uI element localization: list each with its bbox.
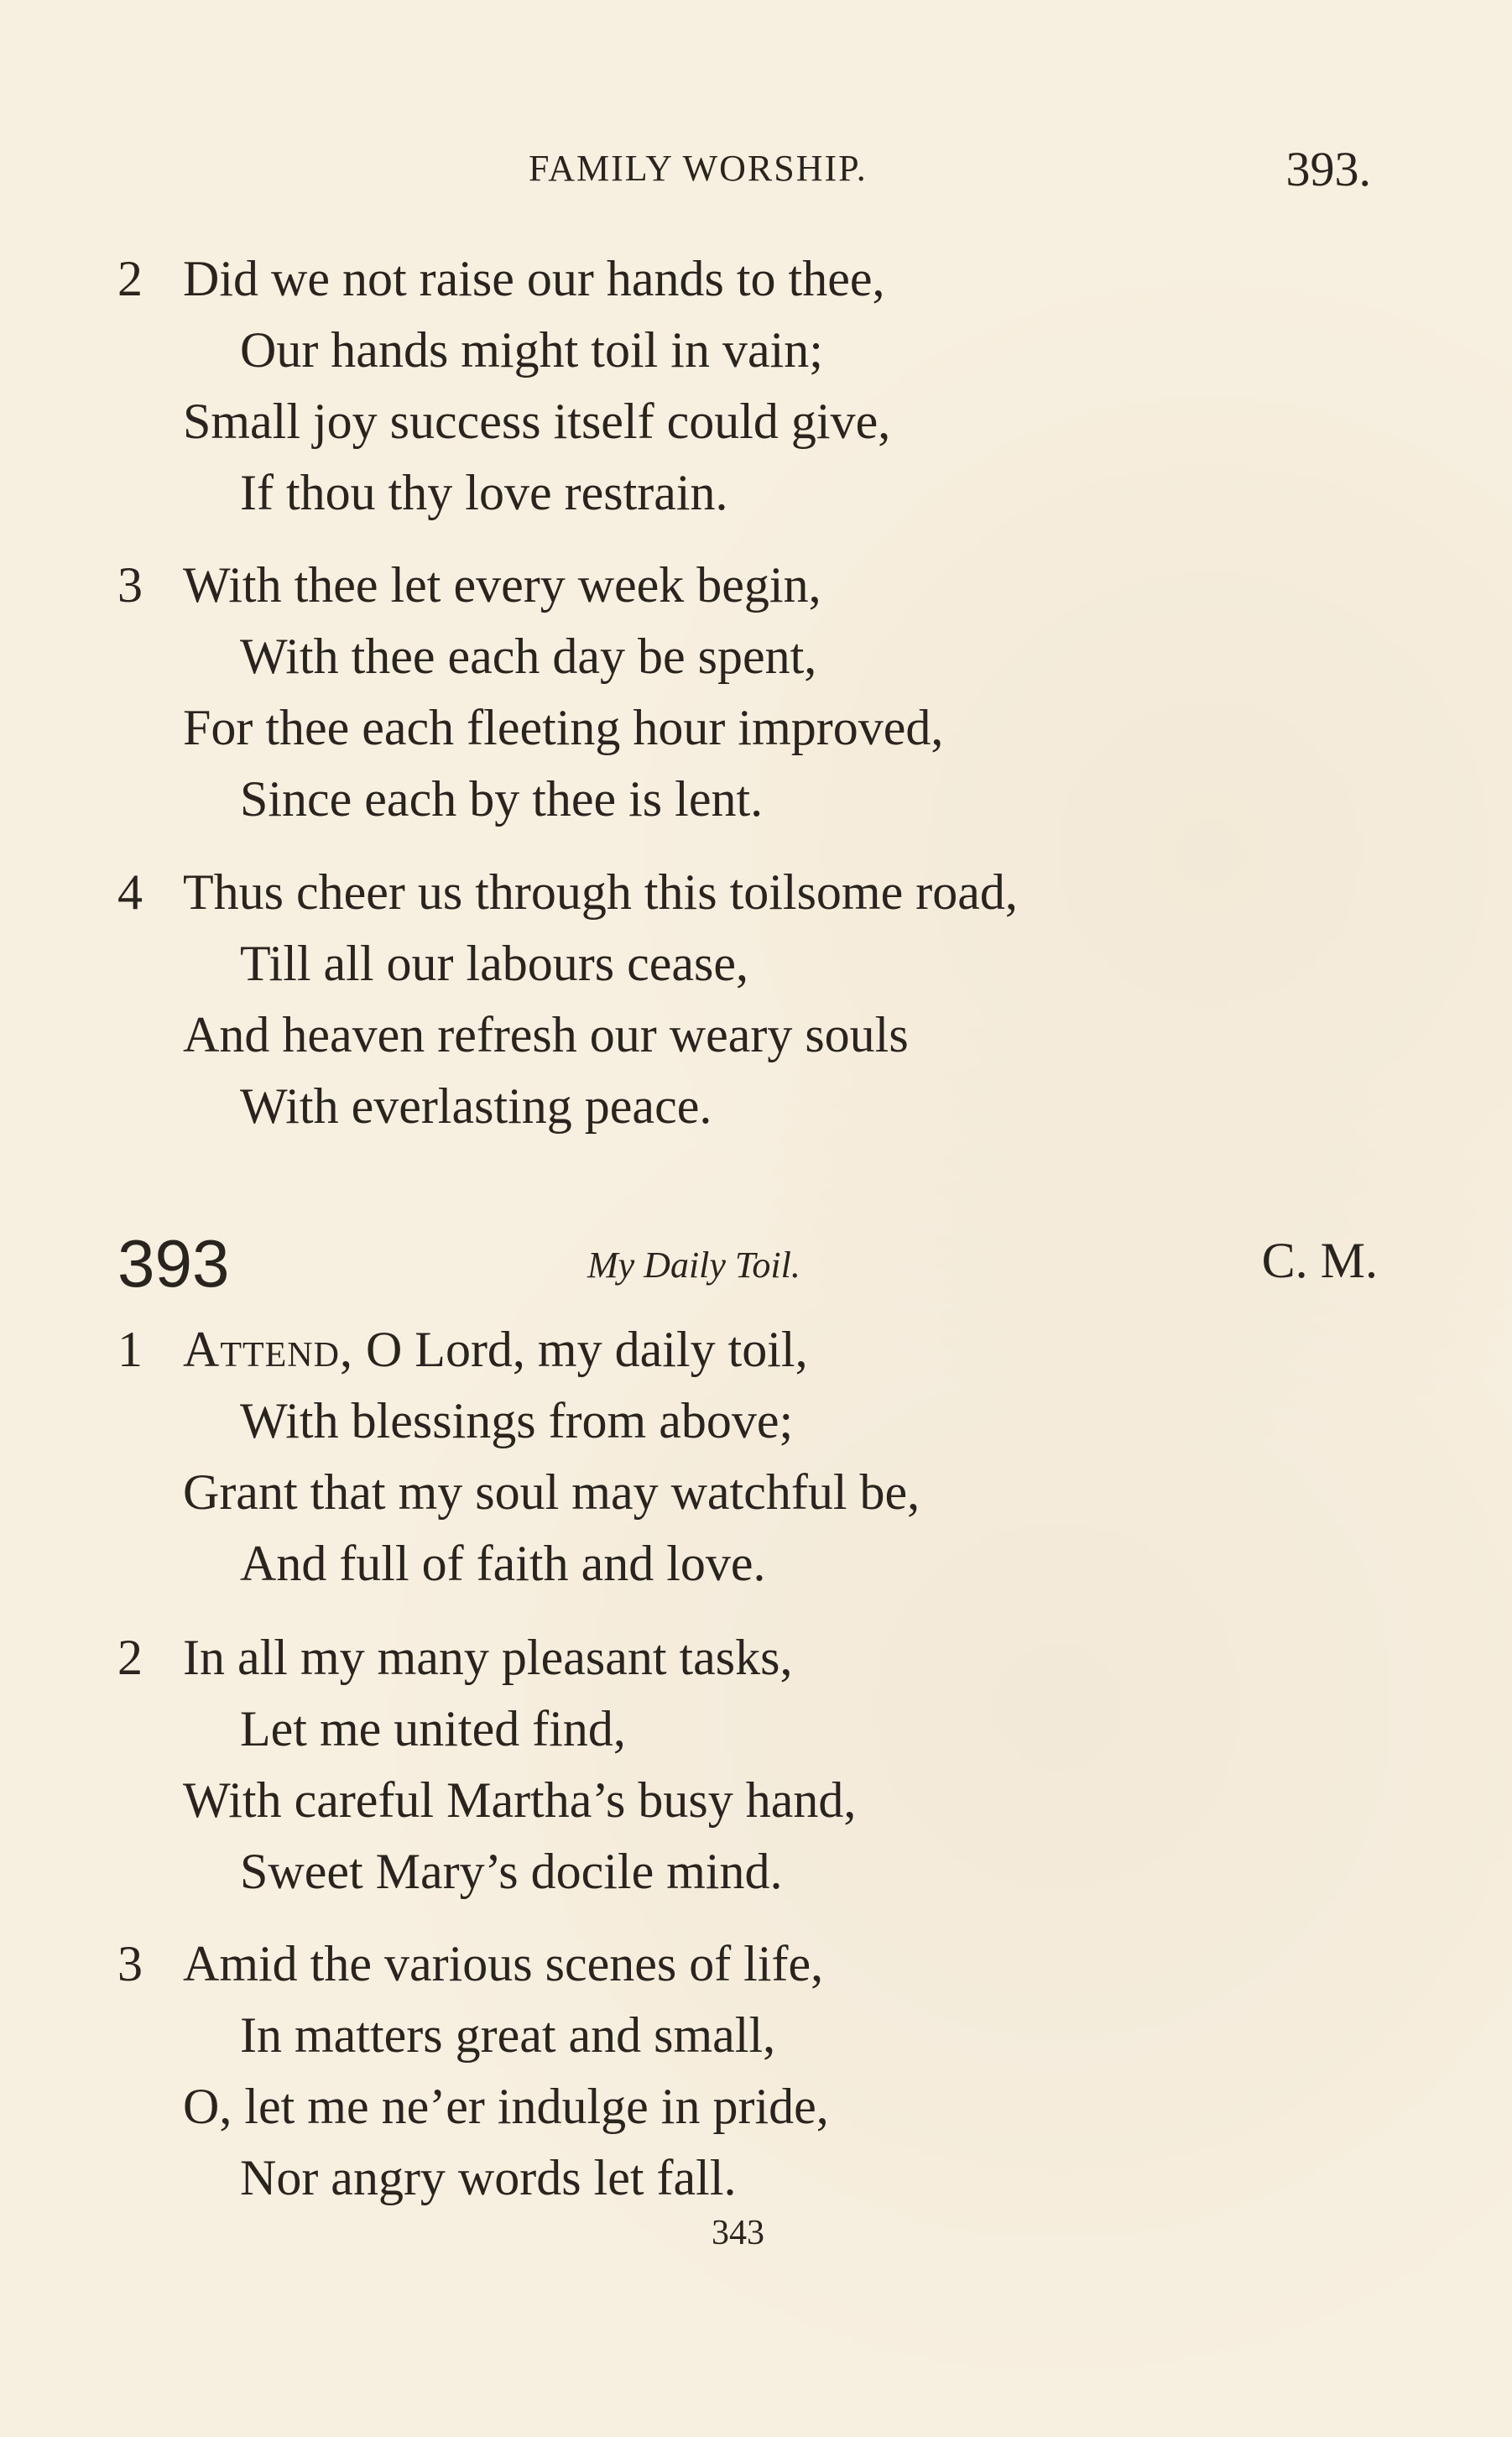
stanza-line-rest: O Lord, my daily toil, (352, 1322, 808, 1377)
stanza-number: 4 (117, 864, 143, 920)
stanza-line: With everlasting peace. (240, 1078, 712, 1134)
first-word-small-caps: Attend, (183, 1322, 353, 1377)
stanza-line: With thee let every week begin, (183, 557, 821, 613)
stanza-line: Small joy success itself could give, (183, 394, 891, 449)
stanza-line: Thus cheer us through this toilsome road, (183, 864, 1018, 920)
stanza-line: Nor angry words let fall. (240, 2150, 737, 2205)
top-page-number: 393. (1285, 142, 1371, 196)
stanza-number: 3 (117, 557, 143, 613)
stanza-line: Our hands might toil in vain; (240, 322, 823, 378)
running-title: FAMILY WORSHIP. (529, 148, 868, 189)
stanza-line: Did we not raise our hands to thee, (183, 251, 885, 306)
stanza-line: O, let me ne’er indulge in pride, (183, 2079, 829, 2134)
stanza-line: Since each by thee is lent. (240, 771, 764, 827)
stanza-number: 2 (117, 1630, 143, 1685)
stanza-line: In matters great and small, (240, 2007, 776, 2063)
stanza-line: And heaven refresh our weary souls (183, 1007, 909, 1062)
hymn-meter: C. M. (1261, 1233, 1378, 1288)
bottom-page-number: 343 (712, 2214, 764, 2252)
stanza-line: Let me united find, (240, 1701, 626, 1756)
stanza-line: With blessings from above; (240, 1393, 794, 1448)
stanza-line: If thou thy love restrain. (240, 465, 728, 520)
stanza-line: Amid the various scenes of life, (183, 1936, 824, 1991)
stanza-line: Grant that my soul may watchful be, (183, 1464, 920, 1520)
stanza-number: 1 (117, 1322, 143, 1377)
stanza-line: For thee each fleeting hour improved, (183, 700, 944, 755)
hymn-number: 393 (117, 1226, 230, 1301)
stanza-line: And full of faith and love. (240, 1536, 766, 1591)
stanza-line: In all my many pleasant tasks, (183, 1630, 793, 1685)
hymn-title: My Daily Toil. (587, 1245, 800, 1286)
stanza-number: 2 (117, 251, 143, 306)
stanza-line: With thee each day be spent, (240, 629, 817, 684)
stanza-line (183, 1324, 808, 1375)
stanza-number: 3 (117, 1936, 143, 1991)
stanza-line: With careful Martha’s busy hand, (183, 1772, 857, 1828)
hymn-header (117, 1226, 1378, 1301)
stanza-line: Sweet Mary’s docile mind. (240, 1844, 783, 1899)
stanza-line: Till all our labours cease, (240, 936, 749, 991)
